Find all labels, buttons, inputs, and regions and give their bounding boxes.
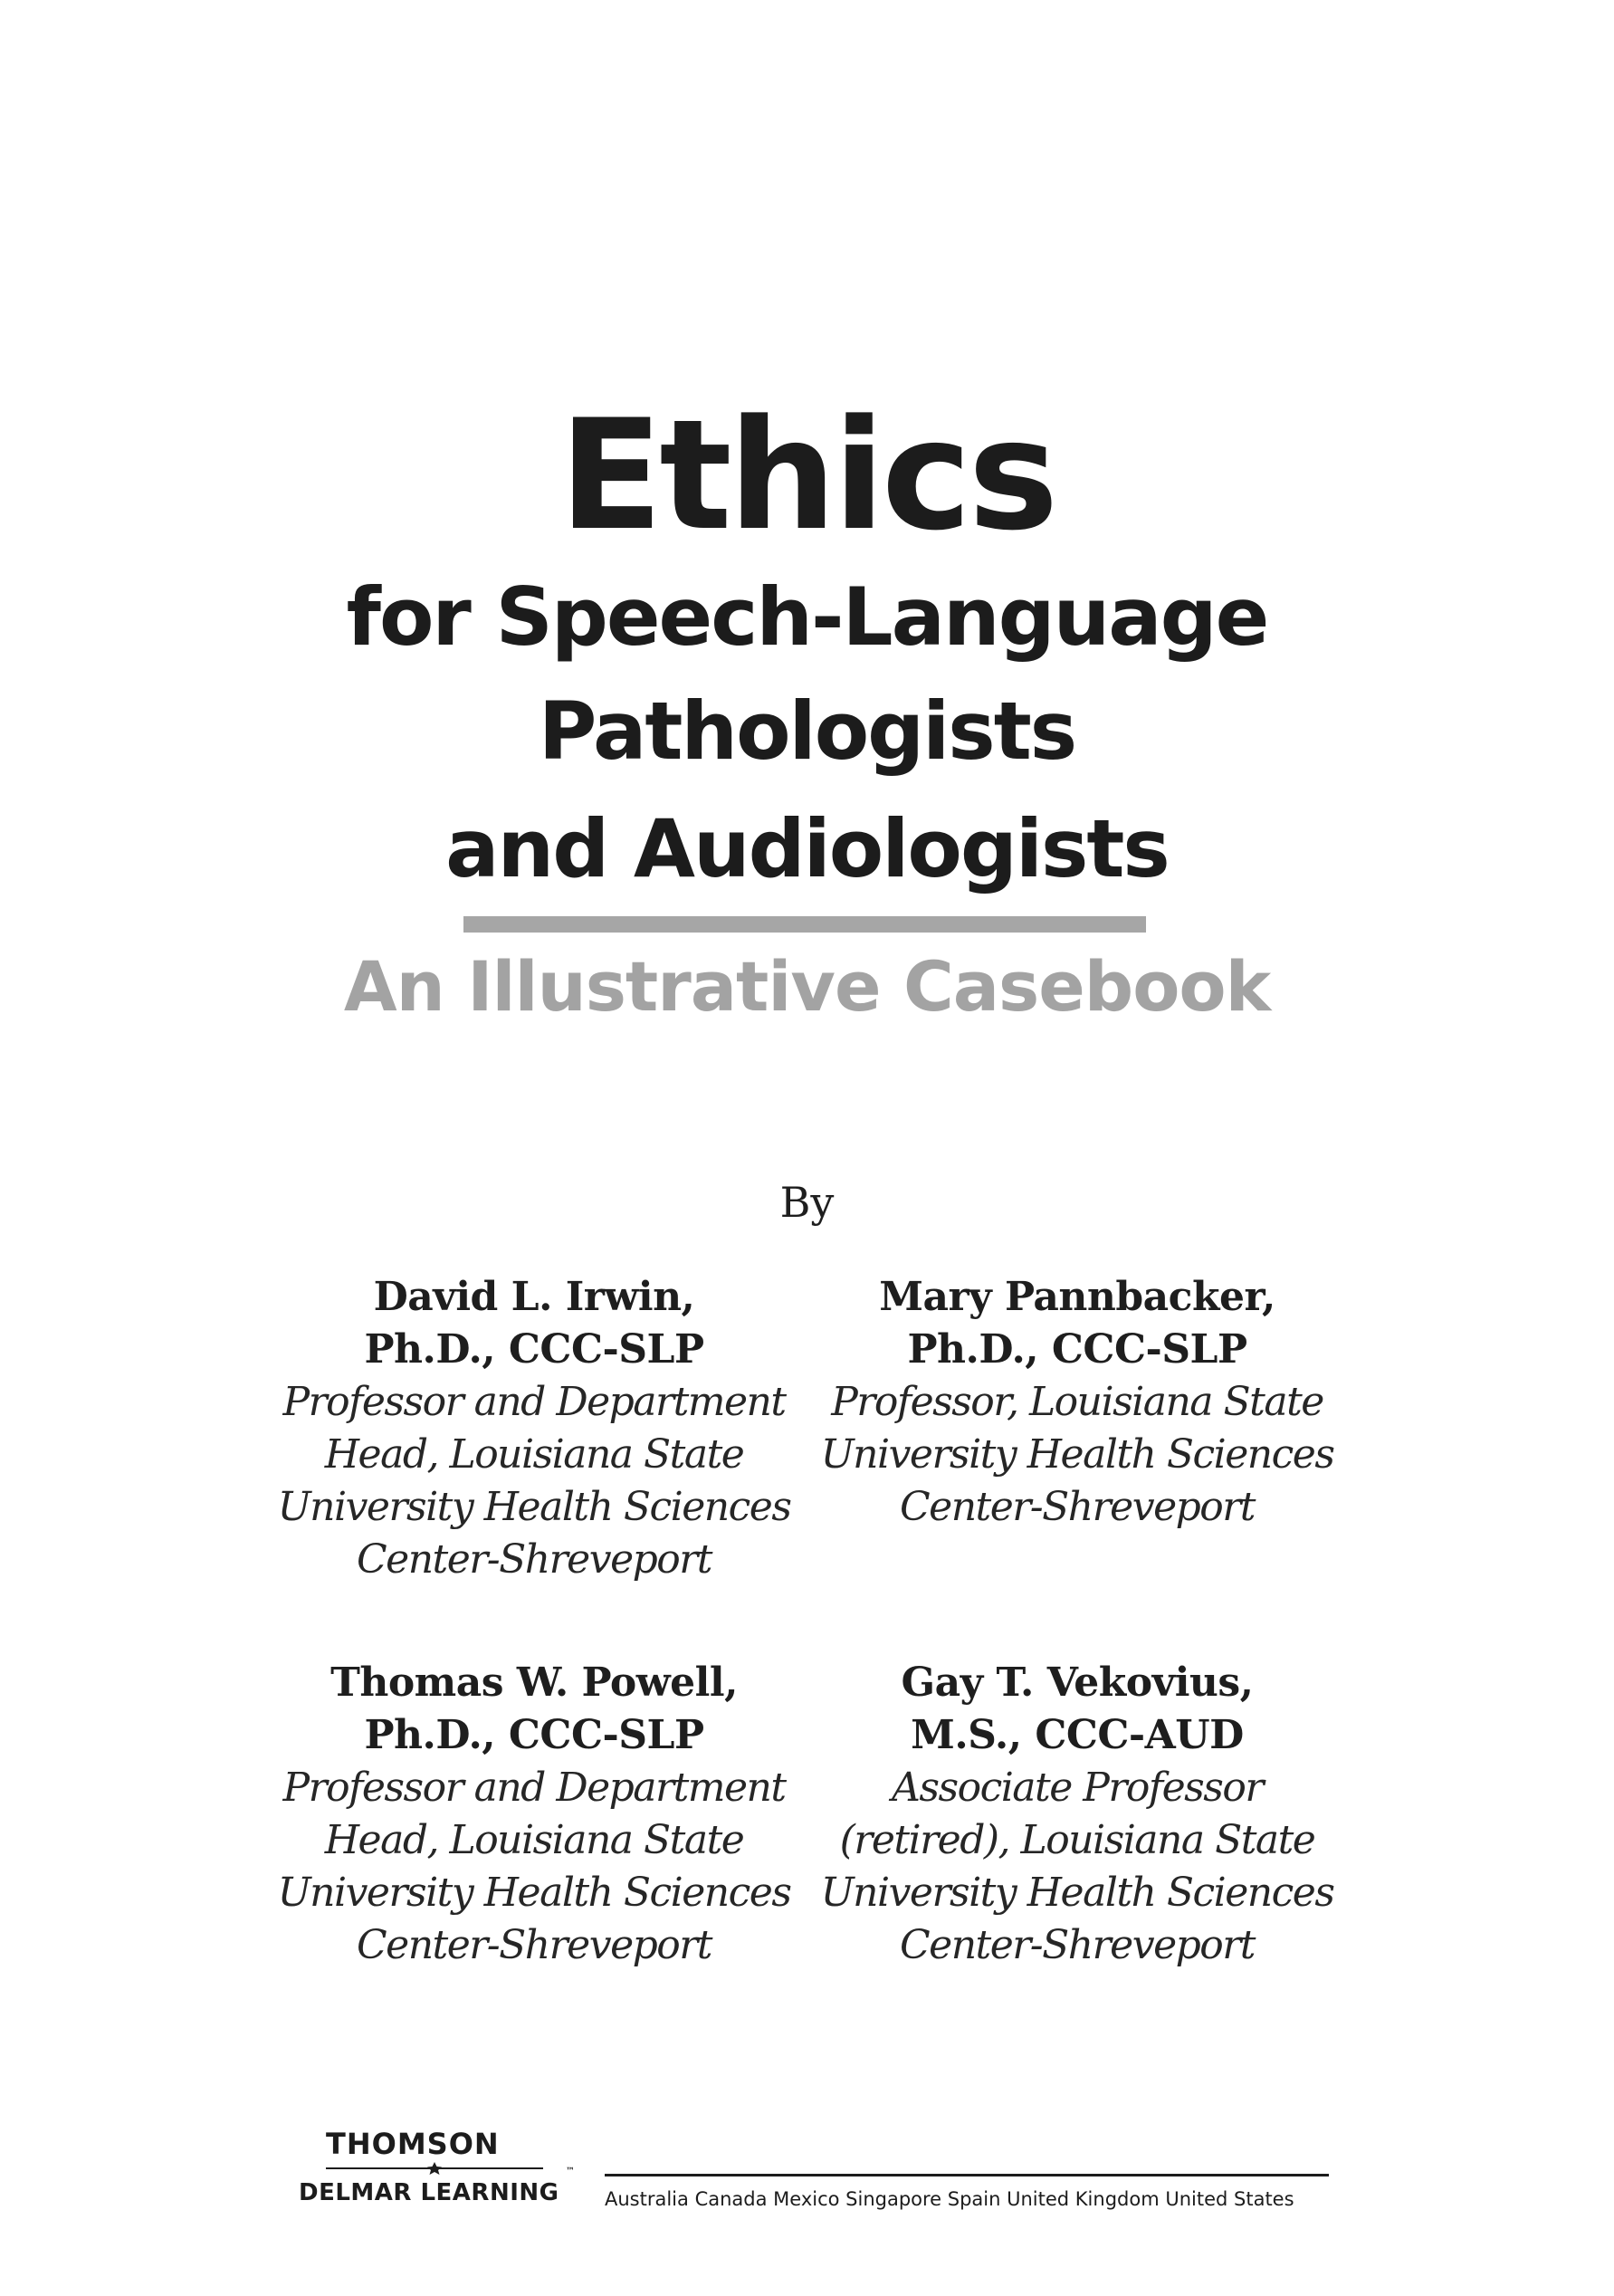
trademark-symbol: ™ [566, 2167, 575, 2176]
by-label: By [779, 1178, 835, 1227]
author-affiliation-line: University Health Sciences [277, 1870, 791, 1916]
author-degree: Ph.D., CCC-SLP [907, 1326, 1247, 1373]
author-affiliation-line: University Health Sciences [277, 1484, 791, 1530]
author-degree: Ph.D., CCC-SLP [364, 1712, 704, 1758]
author-affiliation-line: Professor and Department [282, 1379, 786, 1425]
author-degree: Ph.D., CCC-SLP [364, 1326, 704, 1373]
author-affiliation-line: Head, Louisiana State [324, 1431, 744, 1478]
author-name: Gay T. Vekovius, [901, 1660, 1254, 1706]
author-block [244, 1271, 824, 1586]
book-title-line-3: and Audiologists [445, 802, 1169, 895]
publisher-countries: Australia Canada Mexico Singapore Spain United Kingdom United States [605, 2188, 1294, 2210]
author-affiliation-line: Associate Professor [892, 1765, 1263, 1811]
publisher-logo [299, 2128, 570, 2209]
author-name: Thomas W. Powell, [330, 1660, 738, 1706]
author-affiliation-line: Center-Shreveport [900, 1484, 1255, 1530]
author-degree: M.S., CCC-AUD [911, 1712, 1244, 1758]
author-affiliation-line: (retired), Louisiana State [839, 1817, 1315, 1863]
author-affiliation-line: Professor, Louisiana State [831, 1379, 1323, 1425]
book-title: Ethics [559, 387, 1055, 564]
footer-divider [605, 2174, 1329, 2176]
author-name: Mary Pannbacker, [879, 1274, 1275, 1320]
author-name: David L. Irwin, [373, 1274, 695, 1320]
publisher-logo-top: THOMSON [326, 2127, 500, 2161]
author-affiliation-line: Center-Shreveport [357, 1536, 711, 1583]
author-affiliation-line: University Health Sciences [820, 1870, 1334, 1916]
book-title-line-2: Pathologists [538, 684, 1076, 778]
publisher-logo-bottom: DELMAR LEARNING [299, 2179, 559, 2206]
star-icon [326, 2162, 543, 2175]
book-title-line-1: for Speech-Language [346, 570, 1268, 664]
author-affiliation-line: Center-Shreveport [900, 1922, 1255, 1968]
author-block [788, 1657, 1367, 1972]
author-affiliation-line: Professor and Department [282, 1765, 786, 1811]
book-subtitle: An Illustrative Casebook [343, 946, 1271, 1027]
author-block [244, 1657, 824, 1972]
author-affiliation-line: Head, Louisiana State [324, 1817, 744, 1863]
author-affiliation-line: Center-Shreveport [357, 1922, 711, 1968]
author-affiliation-line: University Health Sciences [820, 1431, 1334, 1478]
title-divider [463, 916, 1146, 933]
author-block [788, 1271, 1367, 1534]
